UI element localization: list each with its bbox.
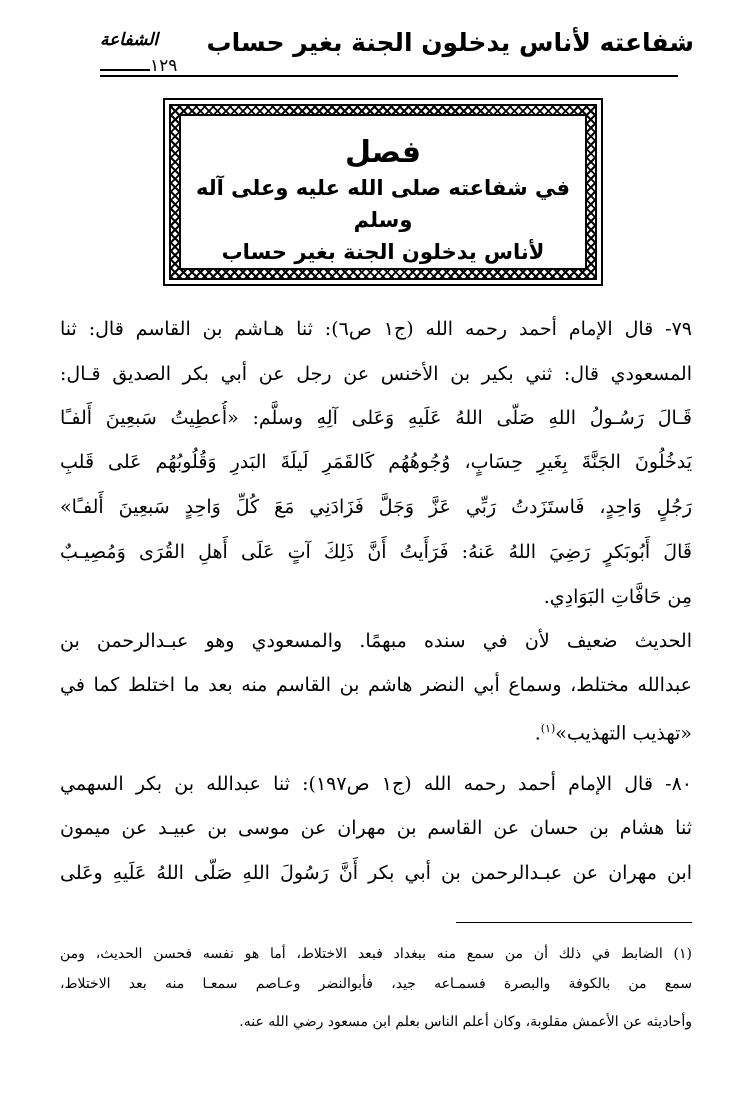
body-line: مِن حَافَّاتِ البَوَادِي.: [543, 586, 692, 608]
body-line: قَـالَ رَسُـولُ اللهِ صَلّى اللهُ عَلَيهِ وَعَلى آلِهِ وسلَّم: «أُعطِيتُ سَبعِينَ أَلفـًا: [60, 407, 692, 429]
running-header-title: شفاعته لأناس يدخلون الجنة بغير حساب: [206, 28, 694, 57]
section-subtitle-line-1: في شفاعته صلى الله عليه وعلى آله وسلم: [196, 176, 570, 232]
section-heading-frame: [163, 98, 603, 286]
body-line: ابن مهران عن عبـدالرحمن بن أبي بكر أَنَّ رَسُولَ اللهِ صَلّى اللهُ عَلَيهِ وعَلى: [60, 862, 692, 884]
footnote-line: سمع من بالكوفة والبصرة فسمـاعه جيد، فأبوالنضر وعـاصم سمعـا منه بعد الاختلاط،: [60, 976, 692, 992]
section-subtitle-line-2: لأناس يدخلون الجنة بغير حساب: [221, 240, 545, 264]
body-line: قَالَ أَبُوبَكرٍ رَضِيَ اللهُ عَنهُ: فَرَأَيتُ أَنَّ ذَلِكَ آتٍ عَلَى أَهلِ القُرَى وَمُصِيـبٌ: [60, 541, 692, 563]
footnote-marker: (١): [540, 722, 556, 735]
footnote-line: وأحاديثه عن الأعمش مقلوبة، وكان أعلم الناس بعلم ابن مسعود رضي الله عنه.: [239, 1014, 692, 1030]
header-rule: [100, 75, 678, 77]
page-number: ١٢٩: [150, 56, 178, 76]
section-title: فصل: [345, 135, 421, 170]
body-line: ٨٠- قال الإمام أحمد رحمه الله (ج١ ص١٩٧): ثنا عبدالله بن بكر السهمي: [60, 773, 692, 795]
ornamental-border: [169, 104, 597, 280]
body-line: الحديث ضعيف لأن في سنده مبهمًا. والمسعودي وهو عبـدالرحمن بن: [60, 630, 692, 652]
body-line: «تهذيب التهذيب»$^{(١)}$.: [534, 722, 692, 745]
body-line: عبدالله مختلط، وسماع أبي النضر هاشم بن القاسم منه بعد ما اختلط كما في: [60, 674, 692, 696]
body-line: يَدخُلُونَ الجَنَّةَ بِغَيرِ حِسَابٍ، وُجُوهُهُم كَالقَمَرِ لَيلَةَ البَدرِ وَقُلُوبُهُم عَلى قَلبِ: [60, 451, 692, 473]
running-header-book-name: الشفاعة: [100, 30, 159, 50]
body-line: المسعودي قال: ثني بكير بن الأخنس عن رجل عن أبي بكر الصديق قـال:: [60, 363, 692, 385]
citation-text: «تهذيب التهذيب»: [555, 722, 692, 745]
header-rule-accent: [100, 69, 150, 71]
body-line: ٧٩- قال الإمام أحمد رحمه الله (ج١ ص٦): ثنا هـاشم بن القاسم قال: ثنا: [60, 318, 692, 340]
footnote-separator: [456, 922, 692, 923]
footnote-line: (١) الضابط في ذلك أن من سمع منه ببغداد فبعد الاختلاط، أما هو نفسه فحسن الحديث، ومن: [60, 946, 692, 962]
section-heading-box: [179, 114, 587, 270]
body-line: ثنا هشام بن حسان عن القاسم بن مهران عن موسى بن عبيـد عن ميمون: [60, 817, 692, 839]
body-line: رَجُلٍ وَاحِدٍ، فَاستَزَدتُ رَبِّي عَزَّ وَجَلَّ فَزَادَنِي مَعَ كُلِّ وَاحِدٍ سَبعِينَ أَلفـًا»: [60, 496, 692, 518]
